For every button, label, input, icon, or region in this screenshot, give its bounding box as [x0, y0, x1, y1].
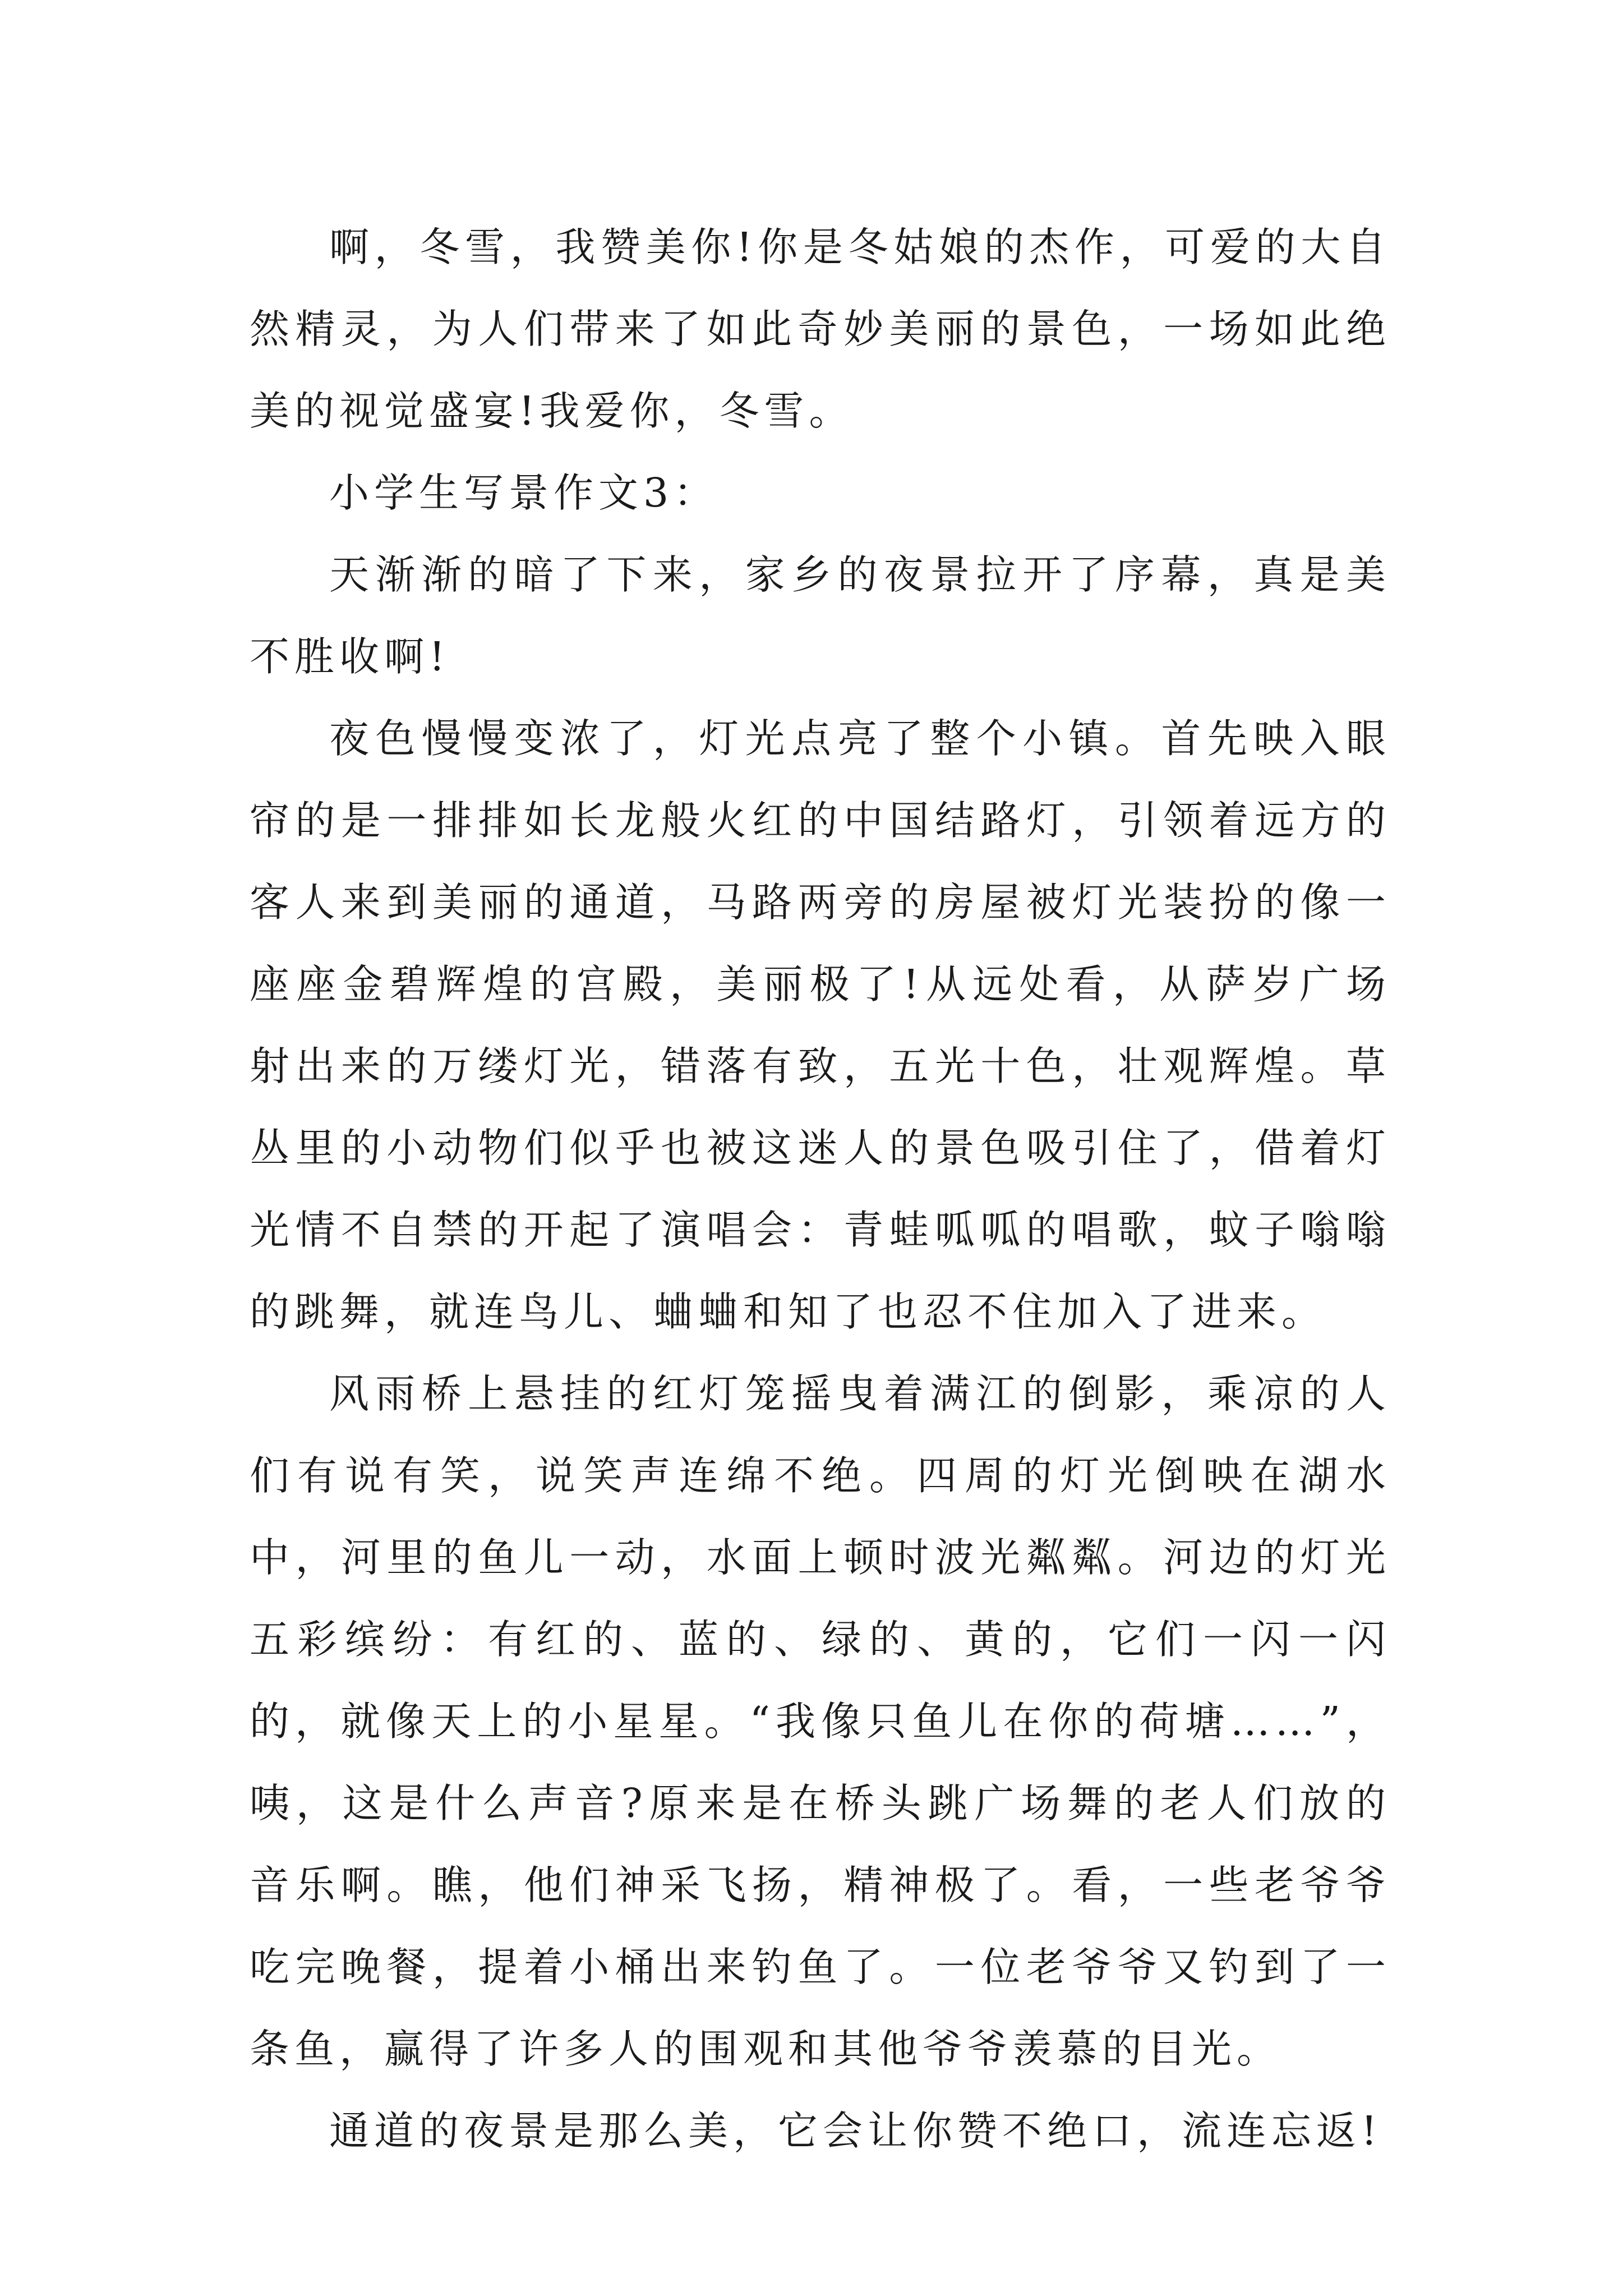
paragraph-dusk: 天渐渐的暗了下来，家乡的夜景拉开了序幕，真是美不胜收啊! [250, 551, 1391, 680]
paragraph-town-lights: 夜色慢慢变浓了，灯光点亮了整个小镇。首先映入眼帘的是一排排如长龙般火红的中国结路灯，引领着远方的客人来到美丽的通道，马路两旁的房屋被灯光装扮的像一座座金碧辉煌的宫殿，美丽极了!从远处看，从萨岁广场射出来的万缕灯光，错落有致，五光十色，壮观辉煌。草丛里的小动物们似乎也被这迷人的景色吸引住了，借着灯光情不自禁的开起了演唱会：青蛙呱呱的唱歌，蚊子嗡嗡的跳舞，就连鸟儿、蛐蛐和知了也忍不住加入了进来。 [250, 715, 1391, 1335]
paragraph-winter-snow: 啊，冬雪，我赞美你!你是冬姑娘的杰作，可爱的大自然精灵，为人们带来了如此奇妙美丽的景色，一场如此绝美的视觉盛宴!我爱你，冬雪。 [250, 224, 1391, 434]
paragraph-conclusion: 通道的夜景是那么美，它会让你赞不绝口，流连忘返! [329, 2108, 1382, 2154]
paragraph-bridge: 风雨桥上悬挂的红灯笼摇曳着满江的倒影，乘凉的人们有说有笑，说笑声连绵不绝。四周的灯光倒映在湖水中，河里的鱼儿一动，水面上顿时波光粼粼。河边的灯光五彩缤纷：有红的、蓝的、绿的、黄的，它们一闪一闪的，就像天上的小星星。“我像只鱼儿在你的荷塘……”，咦，这是什么声音?原来是在桥头跳广场舞的老人们放的音乐啊。瞧，他们神采飞扬，精神极了。看，一些老爷爷吃完晚餐，提着小桶出来钓鱼了。一位老爷爷又钓到了一条鱼，赢得了许多人的围观和其他爷爷羡慕的目光。 [250, 1370, 1391, 2072]
essay-heading: 小学生写景作文3： [329, 470, 719, 516]
document-body [250, 206, 1391, 2172]
